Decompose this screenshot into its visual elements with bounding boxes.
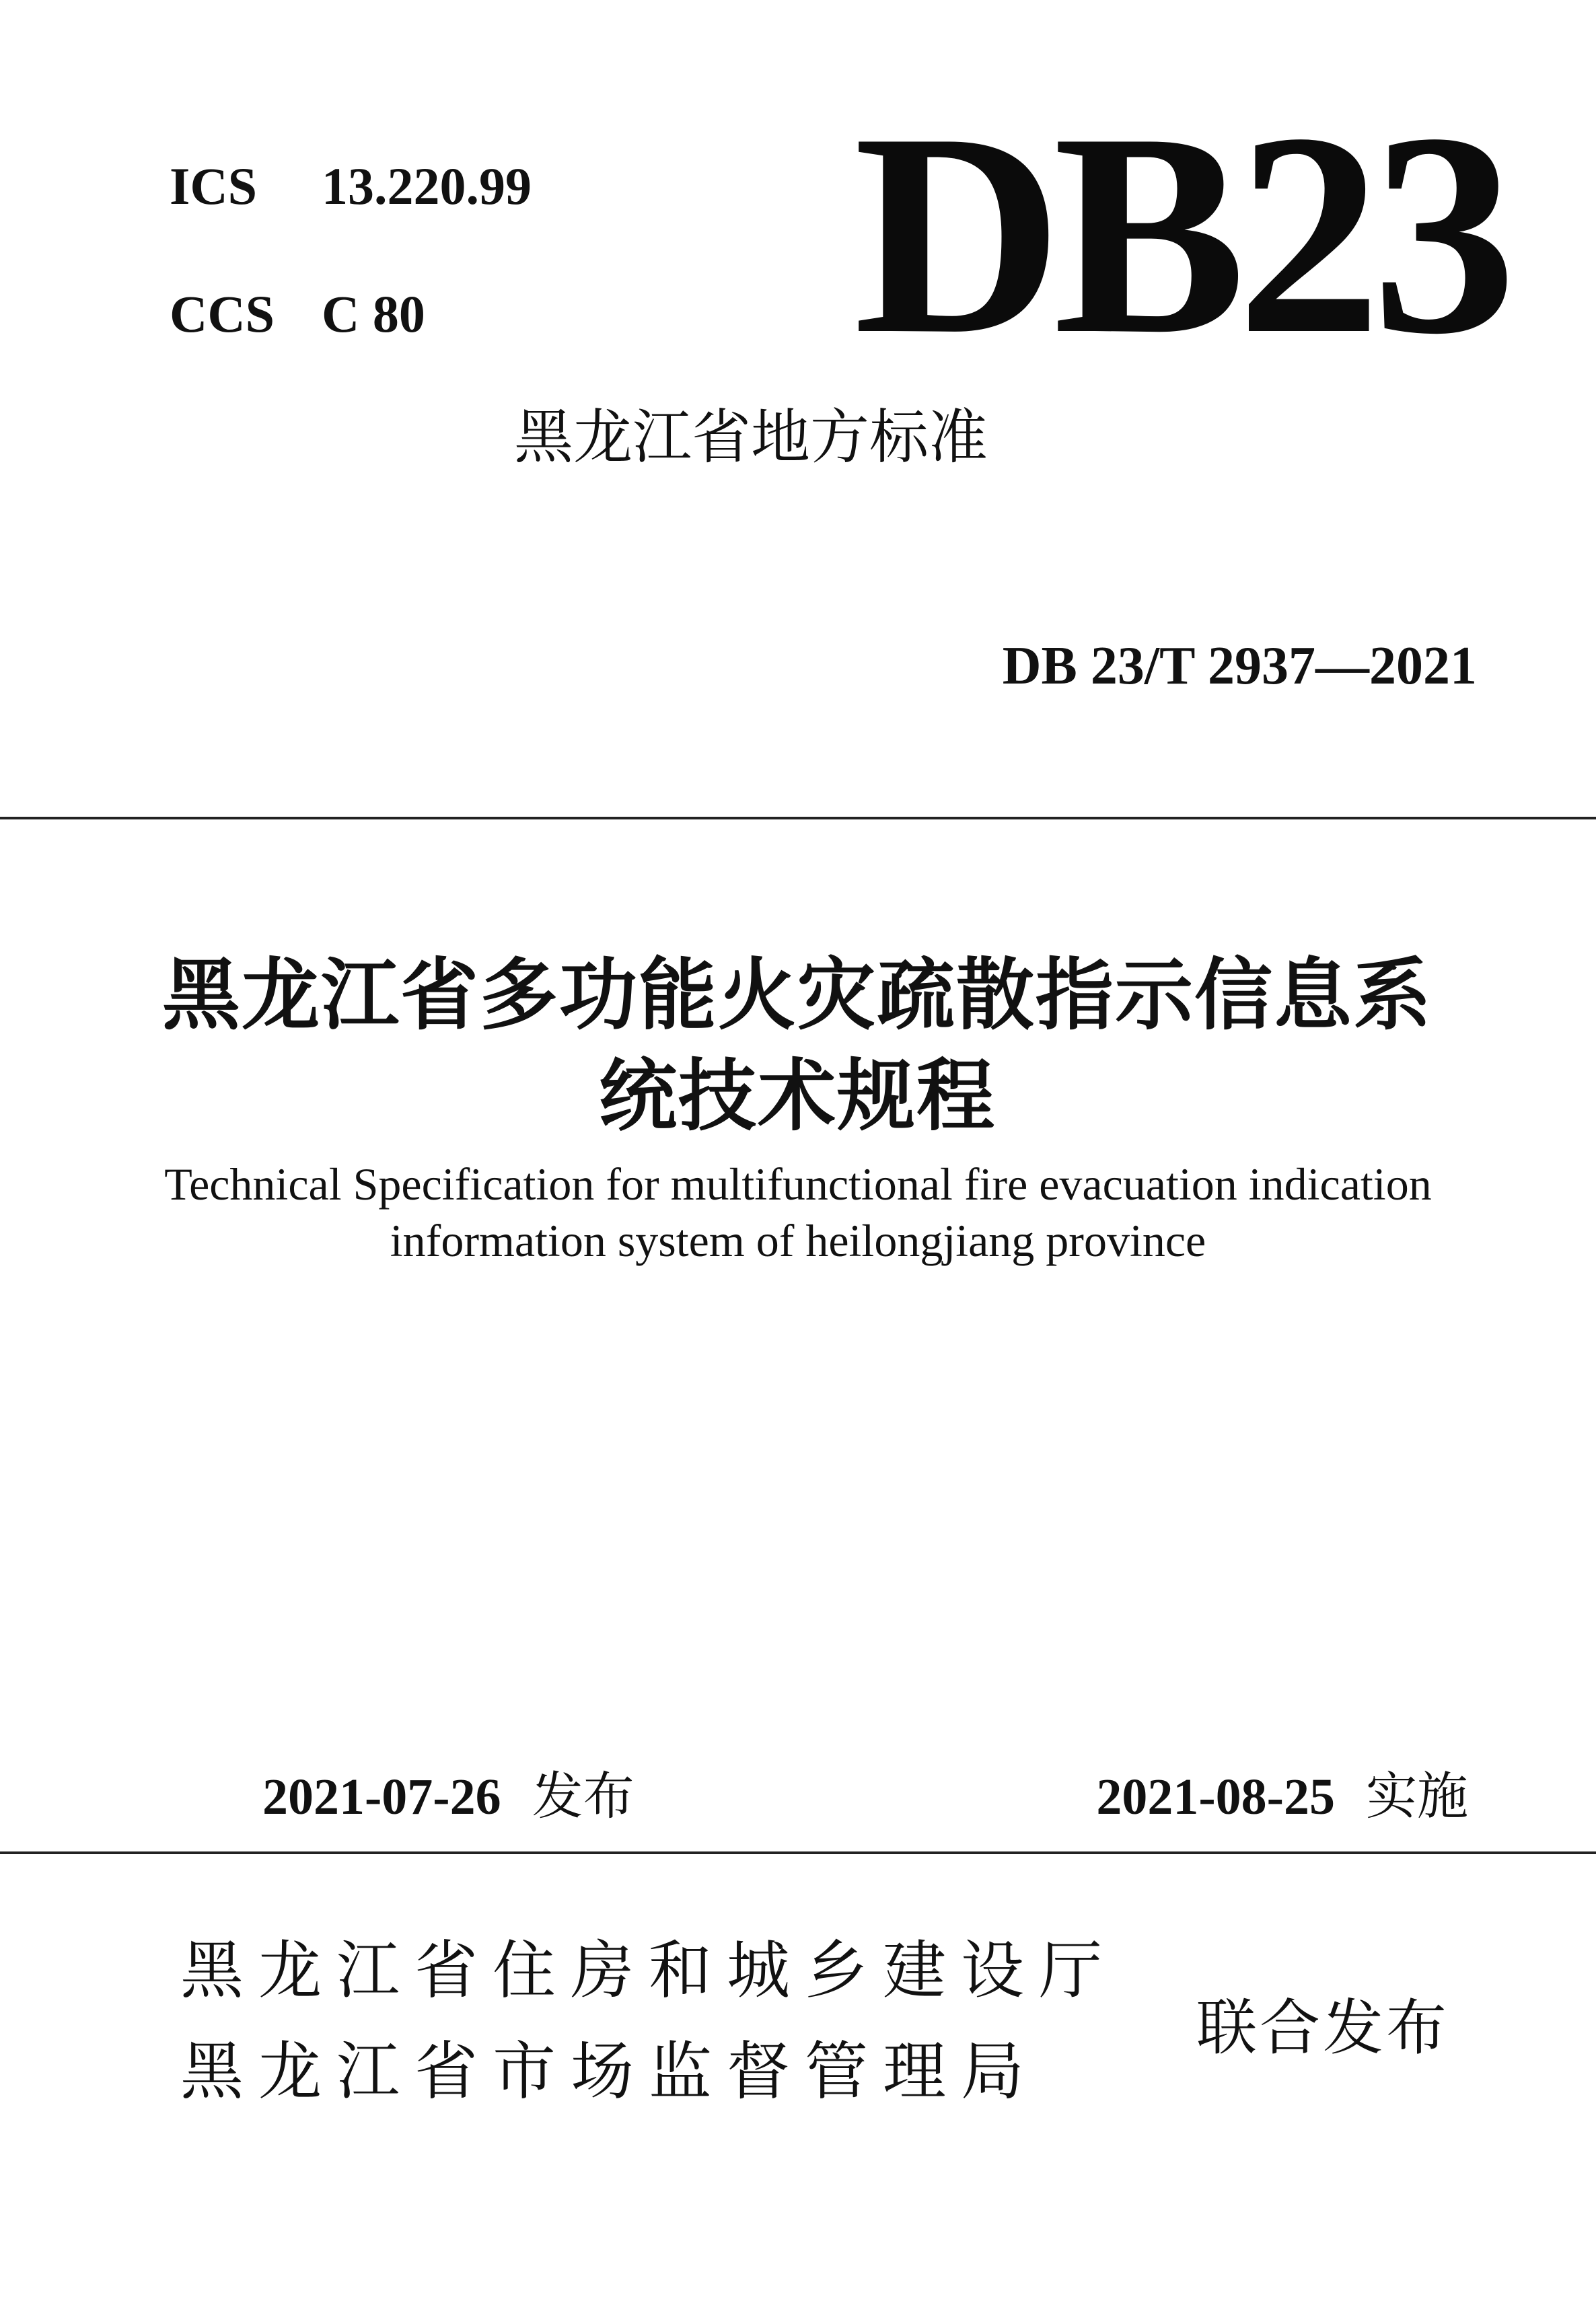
english-title-line-1: Technical Specification for multifunctional fire evacuation indication bbox=[164, 1159, 1432, 1210]
publisher-list bbox=[180, 1921, 1117, 2123]
ccs-code-row bbox=[170, 277, 425, 351]
english-title-line-2: information system of heilongjiang province bbox=[390, 1215, 1206, 1266]
ics-label: ICS bbox=[170, 157, 258, 215]
joint-issue-label: 联合发布 bbox=[1196, 1993, 1449, 2063]
effective-date: 2021-08-25 bbox=[1096, 1769, 1335, 1825]
effective-date-block bbox=[1096, 1756, 1468, 1837]
effective-label: 实施 bbox=[1366, 1766, 1468, 1826]
english-title bbox=[67, 1156, 1529, 1269]
issue-date-block bbox=[262, 1756, 634, 1837]
ccs-label: CCS bbox=[170, 285, 275, 343]
chinese-title-line-1: 黑龙江省多功能火灾疏散指示信息系 bbox=[162, 950, 1432, 1041]
ccs-value: C 80 bbox=[322, 285, 425, 343]
chinese-title bbox=[81, 945, 1514, 1147]
chinese-title-line-2: 统技术规程 bbox=[599, 1051, 996, 1142]
standard-number: DB 23/T 2937—2021 bbox=[1002, 636, 1477, 696]
top-divider bbox=[0, 817, 1596, 819]
standard-type-heading: 黑龙江省地方标准 bbox=[513, 402, 988, 472]
publisher-market-bureau: 黑龙江省市场监督管理局 bbox=[180, 2035, 1040, 2108]
issue-date: 2021-07-26 bbox=[262, 1769, 501, 1825]
ics-code-row bbox=[170, 149, 532, 223]
issue-label: 发布 bbox=[532, 1766, 634, 1826]
bottom-divider bbox=[0, 1851, 1596, 1854]
ics-value: 13.220.99 bbox=[322, 157, 532, 215]
db23-logo: DB23 bbox=[853, 74, 1507, 394]
publisher-housing-dept: 黑龙江省住房和城乡建设厅 bbox=[180, 1934, 1118, 2008]
